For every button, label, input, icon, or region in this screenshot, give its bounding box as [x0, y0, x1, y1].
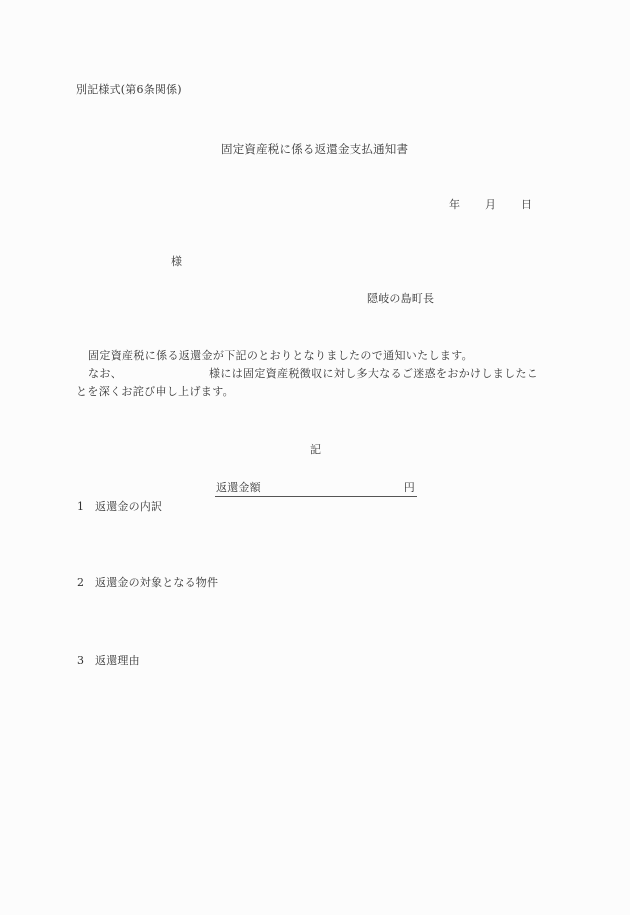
recipient-honorific: 様 [171, 255, 183, 268]
section-label: 返還金の対象となる物件 [95, 576, 219, 589]
date-year-label: 年 [449, 198, 461, 211]
section-number: 3 [77, 654, 85, 667]
refund-amount-label: 返還金額 [216, 481, 261, 494]
refund-amount-field [215, 482, 417, 497]
ki-heading: 記 [310, 443, 322, 456]
body-line-1: 固定資産税に係る返還金が下記のとおりとなりましたので通知いたします。 [88, 349, 474, 362]
section-label: 返還理由 [95, 654, 140, 667]
section-number: 2 [77, 576, 85, 589]
section-number: 1 [77, 500, 85, 513]
date-month-label: 月 [485, 198, 497, 211]
section-label: 返還金の内訳 [95, 500, 163, 513]
body-line-2-prefix: なお、 [88, 367, 123, 380]
body-line-2-suffix: 様には固定資産税徴収に対し多大なるご迷惑をおかけしましたこ [209, 367, 539, 380]
body-line-3: とを深くお詫び申し上げます。 [76, 385, 235, 398]
document-title: 固定資産税に係る返還金支払通知書 [221, 142, 409, 156]
refund-amount-unit: 円 [403, 481, 415, 494]
form-reference: 別記様式(第6条関係) [76, 83, 182, 96]
issuer-name: 隠岐の島町長 [367, 292, 435, 305]
date-day-label: 日 [521, 198, 533, 211]
